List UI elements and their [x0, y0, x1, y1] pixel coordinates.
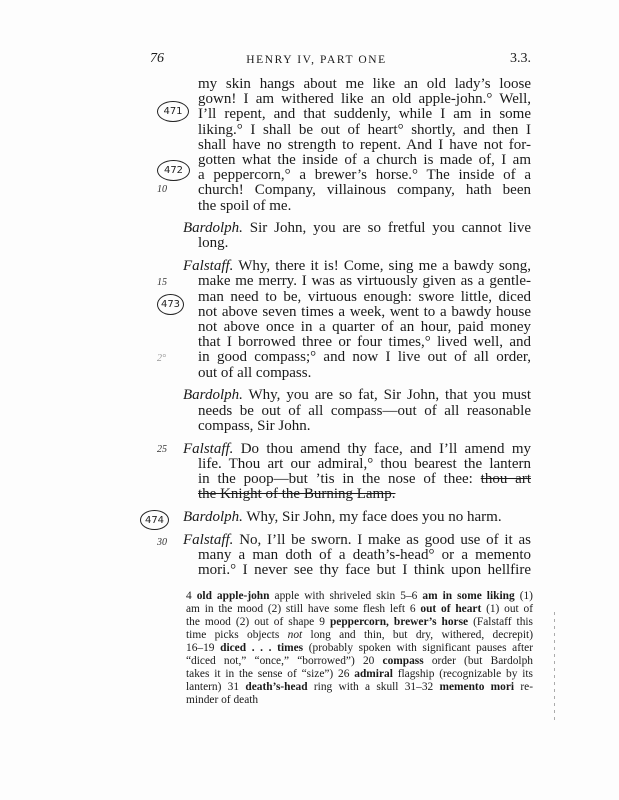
- footnote-line: [186, 603, 533, 616]
- text-segment: Why, Sir John, my face does you no harm.: [242, 508, 502, 525]
- text-line: [183, 183, 531, 198]
- text-segment: long.: [198, 235, 229, 252]
- footnote-text: (Falstaff this: [468, 616, 533, 628]
- text-line: [183, 563, 531, 578]
- footnote-line: [186, 655, 533, 668]
- speaker-name: Bardolph.: [183, 220, 243, 237]
- footnote-text: ring with a skull 31–32: [307, 681, 440, 693]
- line-number: 2°: [157, 353, 166, 364]
- text-segment: mori.° I never see thy face but I think upon hellfire: [198, 562, 531, 578]
- text-line: [183, 123, 531, 138]
- text-line: [183, 77, 531, 92]
- text-segment: I’ll repent, and that suddenly, while I am in some: [198, 106, 531, 123]
- glossed-term: compass: [382, 655, 424, 667]
- line-number: 25: [157, 444, 167, 455]
- text-line: [183, 442, 531, 457]
- footnotes: [186, 590, 533, 707]
- text-line: [183, 320, 531, 335]
- text-line: [183, 290, 531, 305]
- footnote-text: (probably spoken with significant pauses after: [303, 642, 534, 654]
- footnote-text: takes it in the sense of “size”) 26: [186, 668, 355, 680]
- footnote-text: (1) out of: [481, 603, 533, 615]
- footnote-line: [186, 642, 533, 655]
- text-line: [183, 472, 531, 487]
- text-segment: gotten what the inside of a church is made of, I am: [198, 151, 531, 168]
- speaker-name: Falstaff.: [183, 258, 234, 275]
- text-line: [183, 419, 531, 434]
- footnote-line: [186, 694, 533, 707]
- speech: [183, 533, 531, 579]
- glossed-term: memento mori: [439, 681, 515, 693]
- line-number: 15: [157, 277, 167, 288]
- footnote-text: order (but Bardolph: [423, 655, 533, 667]
- footnote-text: long and thin, but dry, withered, decrepit): [302, 629, 533, 641]
- footnote-text: “diced not,” “once,” “borrowed”) 20: [186, 655, 383, 667]
- footnote-text: the mood (2) out of shape 9: [186, 616, 330, 628]
- footnote-line: [186, 668, 533, 681]
- text-line: [183, 221, 531, 236]
- speech: [183, 442, 531, 503]
- glossed-term: out of heart: [420, 603, 482, 615]
- footnote-text: 4: [186, 590, 197, 602]
- struck-text: the Knight of the Burning Lamp.: [198, 486, 396, 503]
- glossed-term: death’s-head: [245, 681, 308, 693]
- text-segment: not above once in a quarter of an hour, paid money: [198, 319, 531, 335]
- text-segment: shall have no strength to repent. And I have not for-: [198, 136, 531, 153]
- footnote-text: lantern) 31: [186, 681, 246, 693]
- footnote-line: [186, 629, 533, 642]
- text-segment: Sir John, you are so fretful you cannot live: [242, 220, 531, 237]
- footnote-line: [186, 590, 533, 603]
- text-line: [183, 510, 531, 525]
- text-line: [183, 168, 531, 183]
- footnote-line: [186, 616, 533, 629]
- text-line: [183, 153, 531, 168]
- text-segment: needs be out of all compass—out of all reasonable: [198, 402, 531, 419]
- glossed-term: old apple-john: [196, 590, 270, 602]
- text-segment: in good compass;° and now I live out of all order,: [198, 349, 531, 366]
- struck-text: thou art: [480, 470, 531, 487]
- text-segment: No, I’ll be sworn. I make as good use of it as: [233, 531, 531, 548]
- text-line: [183, 274, 531, 289]
- handwritten-annotation: 472: [157, 160, 190, 181]
- handwritten-annotation: 474: [140, 510, 169, 530]
- act-scene: 3.3.: [510, 51, 531, 66]
- text-line: [183, 366, 531, 381]
- text-line: [183, 487, 531, 502]
- text-segment: Why, there it is! Come, sing me a bawdy song,: [233, 258, 531, 275]
- footnote-text: (1): [514, 590, 533, 602]
- text-segment: gown! I am withered like an old apple-john.° Well,: [198, 91, 531, 108]
- footnote-text: re-: [514, 681, 534, 693]
- text-segment: out of all compass.: [198, 364, 312, 381]
- text-line: [183, 199, 531, 214]
- line-number: 10: [157, 184, 167, 195]
- line-number: 30: [157, 537, 167, 548]
- text-segment: life. Thou art our admiral,° thou bearest the lantern: [198, 455, 531, 472]
- speech-continuation: [183, 77, 531, 214]
- footnote-text: apple with shriveled skin 5–6: [269, 590, 423, 602]
- speaker-name: Falstaff.: [183, 531, 234, 548]
- speech: [183, 510, 531, 525]
- footnote-text: not: [287, 629, 303, 641]
- handwritten-annotation: 471: [157, 101, 189, 122]
- speech: [183, 221, 531, 251]
- text-line: [183, 457, 531, 472]
- glossed-term: diced . . . times: [220, 642, 304, 654]
- text-segment: in the poop—but ’tis in the nose of thee:: [198, 470, 481, 487]
- text-segment: make me merry. I was as virtuously given as a gentle-: [198, 273, 531, 290]
- text-segment: liking.° I shall be out of heart° shortly, and then I: [198, 121, 531, 138]
- play-text: [183, 77, 531, 586]
- text-line: [183, 107, 531, 122]
- text-segment: Do thou amend thy face, and I’ll amend my: [233, 440, 531, 457]
- text-line: [183, 350, 531, 365]
- footnote-line: [186, 681, 533, 694]
- handwritten-annotation: 473: [157, 294, 184, 315]
- text-line: [183, 138, 531, 153]
- text-line: [183, 92, 531, 107]
- text-segment: compass, Sir John.: [198, 417, 311, 434]
- text-line: [183, 533, 531, 548]
- footnote-text: minder of death: [186, 694, 259, 706]
- text-segment: not above seven times a week, went to a bawdy house: [198, 303, 531, 320]
- glossed-term: peppercorn, brewer’s horse: [329, 616, 469, 628]
- page-number: 76: [150, 51, 164, 66]
- running-title: HENRY IV, PART ONE: [246, 54, 387, 66]
- footnote-text: time picks objects: [186, 629, 288, 641]
- speech: [183, 259, 531, 381]
- text-line: [183, 259, 531, 274]
- text-line: [183, 388, 531, 403]
- text-segment: Why, you are so fat, Sir John, that you must: [242, 387, 531, 404]
- text-segment: man need to be, virtuous enough: swore little, diced: [198, 288, 531, 305]
- footnote-text: 16–19: [186, 642, 221, 654]
- text-segment: that I borrowed three or four times,° lived well, and: [198, 334, 531, 351]
- text-segment: church! Company, villainous company, hath been: [198, 182, 531, 199]
- text-line: [183, 404, 531, 419]
- scan-artifact: [554, 612, 555, 722]
- speaker-name: Falstaff.: [183, 440, 234, 457]
- speaker-name: Bardolph.: [183, 508, 243, 525]
- footnote-text: am in the mood (2) still have some flesh left 6: [186, 603, 421, 615]
- glossed-term: admiral: [354, 668, 393, 680]
- text-line: [183, 548, 531, 563]
- speaker-name: Bardolph.: [183, 387, 243, 404]
- text-segment: a peppercorn,° a brewer’s horse.° The inside of a: [198, 167, 531, 184]
- text-segment: many a man doth of a death’s-head° or a memento: [198, 546, 531, 563]
- speech: [183, 388, 531, 434]
- text-segment: the spoil of me.: [198, 197, 292, 214]
- text-line: [183, 305, 531, 320]
- text-segment: my skin hangs about me like an old lady’s loose: [198, 76, 531, 92]
- text-line: [183, 236, 531, 251]
- footnote-text: flagship (recognizable by its: [392, 668, 533, 680]
- glossed-term: am in some liking: [422, 590, 515, 602]
- text-line: [183, 335, 531, 350]
